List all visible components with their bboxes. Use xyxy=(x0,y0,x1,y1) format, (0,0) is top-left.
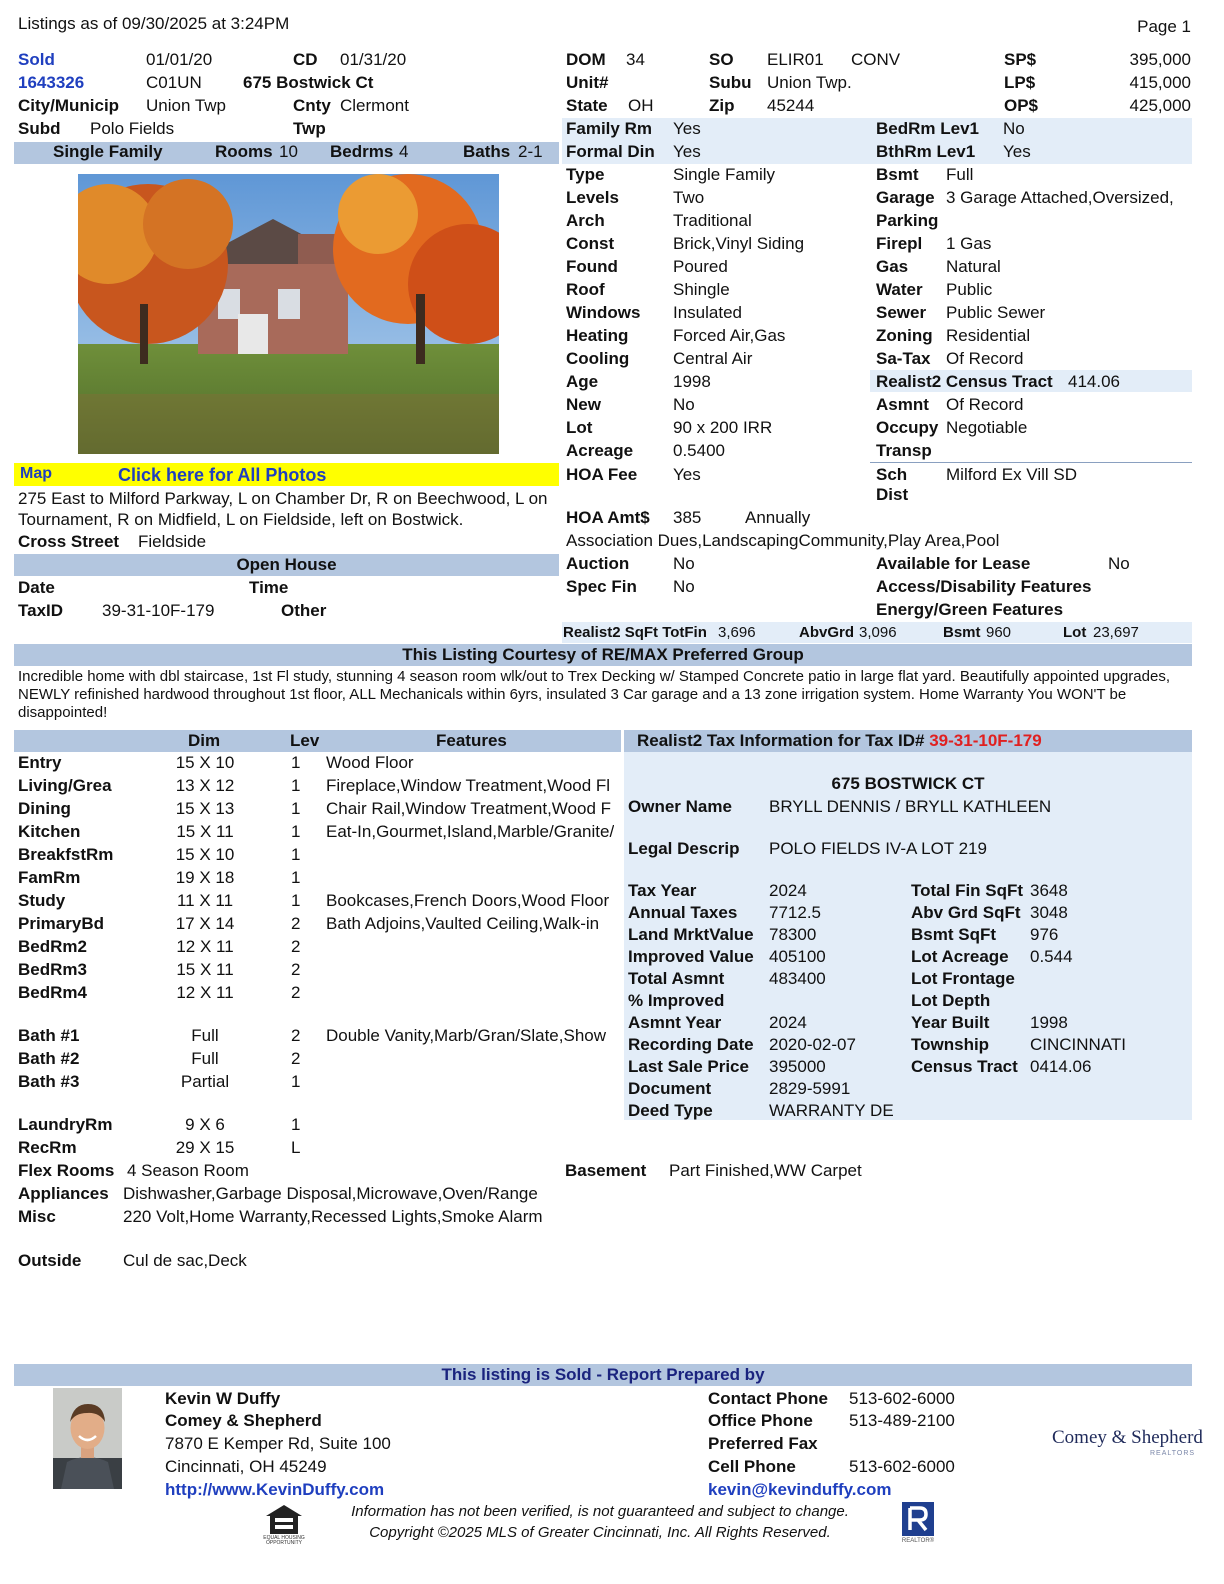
lp-label: LP$ xyxy=(1004,73,1036,92)
baths-value: 2-1 xyxy=(518,142,543,161)
room-name: Entry xyxy=(18,753,62,772)
specfin-label: Spec Fin xyxy=(566,577,637,596)
tax-field-label: Recording Date xyxy=(628,1035,754,1054)
census-tract-label: Realist2 Census Tract xyxy=(876,372,1053,391)
feature-value: Central Air xyxy=(673,349,753,368)
room-name: Study xyxy=(18,891,66,910)
so-label: SO xyxy=(709,50,734,69)
room-lev: 1 xyxy=(291,753,301,772)
bath-dim: Partial xyxy=(180,1072,230,1091)
sp-label: SP$ xyxy=(1004,50,1037,69)
tax-field-value: 2829-5991 xyxy=(769,1079,851,1098)
hoa-fee-label: HOA Fee xyxy=(566,465,638,484)
room-features: Chair Rail,Window Treatment,Wood F xyxy=(326,799,612,818)
feature-value: Forced Air,Gas xyxy=(673,326,786,345)
tax-field-value: 483400 xyxy=(769,969,826,988)
room-features: Eat-In,Gourmet,Island,Marble/Granite/ xyxy=(326,822,615,841)
tax-field-label: Annual Taxes xyxy=(628,903,738,922)
legal-label: Legal Descrip xyxy=(628,839,740,858)
feature-label: Firepl xyxy=(876,234,923,253)
tax-address: 675 BOSTWICK CT xyxy=(831,774,985,793)
feature-label: Found xyxy=(566,257,618,276)
listing-timestamp: Listings as of 09/30/2025 at 3:24PM xyxy=(18,14,290,33)
family-row-value-2: Yes xyxy=(1003,142,1031,161)
bedrms-label: Bedrms xyxy=(330,142,394,161)
tax-field-label: Lot Frontage xyxy=(911,969,1015,988)
company-logo: Comey & Shepherd xyxy=(1052,1427,1203,1448)
sqft-abv-value: 3,096 xyxy=(859,624,897,641)
tax-field-value: CINCINNATI xyxy=(1030,1035,1127,1054)
tax-field-value: 0.544 xyxy=(1030,947,1073,966)
contact-phone: 513-602-6000 xyxy=(849,1389,955,1408)
cd-date: 01/31/20 xyxy=(340,50,407,69)
state-label: State xyxy=(566,96,608,115)
so-type: CONV xyxy=(851,50,901,69)
zip-label: Zip xyxy=(709,96,735,115)
oh-date-label: Date xyxy=(18,578,55,597)
owner-label: Owner Name xyxy=(628,797,732,816)
hoa-frequency: Annually xyxy=(745,508,811,527)
room-features: Wood Floor xyxy=(326,753,414,772)
room-dim: 13 X 12 xyxy=(175,776,235,795)
family-row-label-2: BthRm Lev1 xyxy=(876,142,976,161)
tax-field-value: 1998 xyxy=(1030,1013,1068,1032)
bath-name: Bath #2 xyxy=(18,1049,80,1068)
feature-label: Garage xyxy=(876,188,935,207)
misc-value: 220 Volt,Home Warranty,Recessed Lights,Smoke Alarm xyxy=(123,1207,543,1226)
tax-field-label: Deed Type xyxy=(628,1101,713,1120)
cd-label: CD xyxy=(293,50,318,69)
bath-name: Bath #1 xyxy=(18,1026,80,1045)
subu-value: Union Twp. xyxy=(767,73,852,92)
equal-housing-text: EQUAL HOUSING OPPORTUNITY xyxy=(263,1535,305,1546)
room-lev: 1 xyxy=(291,891,301,910)
room-dim: 15 X 10 xyxy=(175,753,235,772)
room-dim: 17 X 14 xyxy=(175,914,235,933)
realtor-text: REALTOR® xyxy=(901,1538,935,1544)
feature-value: Poured xyxy=(673,257,728,276)
sch-label: Sch xyxy=(876,465,908,484)
so-value: ELIR01 xyxy=(767,50,824,69)
room-dim: 12 X 11 xyxy=(176,937,234,956)
family-row-value: Yes xyxy=(673,142,701,161)
contact-phone-label: Contact Phone xyxy=(708,1389,828,1408)
cell-phone: 513-602-6000 xyxy=(849,1457,955,1476)
tax-field-value: 405100 xyxy=(769,947,826,966)
sqft-lot-label: Lot xyxy=(1063,624,1087,641)
tax-field-value: 976 xyxy=(1030,925,1059,944)
family-row-value-2: No xyxy=(1003,119,1025,138)
cross-street-label: Cross Street xyxy=(18,532,120,551)
tax-field-label: Year Built xyxy=(911,1013,990,1032)
basement-value: Part Finished,WW Carpet xyxy=(669,1161,862,1180)
feature-value: Single Family xyxy=(673,165,776,184)
dom-value: 34 xyxy=(626,50,645,69)
bath-name: Bath #3 xyxy=(18,1072,80,1091)
rooms-label: Rooms xyxy=(215,142,273,161)
courtesy-text: This Listing Courtesy of RE/MAX Preferred Group xyxy=(402,645,804,664)
mls-number-link[interactable]: 1643326 xyxy=(18,73,85,92)
school-district: Milford Ex Vill SD xyxy=(946,465,1077,484)
tax-field-label: Lot Acreage xyxy=(911,947,1009,966)
tax-field-label: Land MrktValue xyxy=(628,925,754,944)
room-features: Bath Adjoins,Vaulted Ceiling,Walk-in xyxy=(326,914,600,933)
hoa-fee-value: Yes xyxy=(673,465,701,484)
sqft-bsmt-label: Bsmt xyxy=(943,624,981,641)
feature-label: Windows xyxy=(566,303,641,322)
feature-label: Zoning xyxy=(876,326,933,345)
dist-label: Dist xyxy=(876,485,909,504)
hoa-association: Association Dues,LandscapingCommunity,Play Area,Pool xyxy=(566,531,1000,550)
agent-company: Comey & Shepherd xyxy=(165,1411,322,1430)
auction-value: No xyxy=(673,554,695,573)
family-row-label-2: BedRm Lev1 xyxy=(876,119,979,138)
agent-band-text: This listing is Sold - Report Prepared by xyxy=(441,1365,765,1384)
room-features: Fireplace,Window Treatment,Wood Fl xyxy=(326,776,611,795)
tax-field-value: 3048 xyxy=(1030,903,1068,922)
feature-value: Natural xyxy=(946,257,1001,276)
room-name: Living/Grea xyxy=(18,776,112,795)
energy-label: Energy/Green Features xyxy=(876,600,1064,619)
dom-label: DOM xyxy=(566,50,606,69)
feature-value: Traditional xyxy=(673,211,752,230)
feature-label: Arch xyxy=(566,211,605,230)
room-name: Kitchen xyxy=(18,822,81,841)
baths-label: Baths xyxy=(463,142,511,161)
agent-city: Cincinnati, OH 45249 xyxy=(165,1457,327,1476)
room-dim: 11 X 11 xyxy=(176,891,234,910)
appliances-label: Appliances xyxy=(18,1184,109,1203)
feature-label: Parking xyxy=(876,211,939,230)
outside-label: Outside xyxy=(18,1251,82,1270)
bath-lev: 2 xyxy=(291,1026,301,1045)
feature-value: 1998 xyxy=(673,372,711,391)
legal-value: POLO FIELDS IV-A LOT 219 xyxy=(769,839,987,858)
access-label: Access/Disability Features xyxy=(876,577,1092,596)
tax-id-red: 39-31-10F-179 xyxy=(929,731,1042,750)
tax-field-label: Document xyxy=(628,1079,712,1098)
feature-label: Occupy xyxy=(876,418,939,437)
room-name: FamRm xyxy=(18,868,81,887)
fax-label: Preferred Fax xyxy=(708,1434,818,1453)
other-room-name: LaundryRm xyxy=(18,1115,113,1134)
owner-value: BRYLL DENNIS / BRYLL KATHLEEN xyxy=(769,797,1052,816)
feature-value: Brick,Vinyl Siding xyxy=(673,234,805,253)
subd-label: Subd xyxy=(18,119,61,138)
tax-field-label: Last Sale Price xyxy=(628,1057,749,1076)
bedrms-value: 4 xyxy=(399,142,409,161)
taxid-value: 39-31-10F-179 xyxy=(102,601,215,620)
room-lev: 1 xyxy=(291,868,301,887)
listing-photo[interactable] xyxy=(78,174,499,454)
feature-label: Sa-Tax xyxy=(876,349,931,368)
room-dim: 15 X 11 xyxy=(176,822,234,841)
room-name: BreakfstRm xyxy=(18,845,114,864)
sqft-totfin-value: 3,696 xyxy=(718,624,756,641)
room-lev: 1 xyxy=(291,799,301,818)
zip-value: 45244 xyxy=(767,96,815,115)
rooms-features-header: Features xyxy=(436,731,507,750)
status-date: 01/01/20 xyxy=(146,50,213,69)
room-name: BedRm3 xyxy=(18,960,87,979)
feature-label: Age xyxy=(566,372,599,391)
office-phone-label: Office Phone xyxy=(708,1411,813,1430)
other-room-name: RecRm xyxy=(18,1138,77,1157)
feature-value: 1 Gas xyxy=(946,234,992,253)
feature-label: Roof xyxy=(566,280,605,299)
county-label: Cnty xyxy=(293,96,331,115)
agent-website-link[interactable]: http://www.KevinDuffy.com xyxy=(165,1480,385,1499)
feature-label: Heating xyxy=(566,326,629,345)
feature-label: Gas xyxy=(876,257,909,276)
room-name: BedRm4 xyxy=(18,983,87,1002)
sqft-bsmt-value: 960 xyxy=(986,624,1012,641)
open-house-title: Open House xyxy=(236,555,337,574)
feature-label: Acreage xyxy=(566,441,634,460)
tax-field-label: Lot Depth xyxy=(911,991,991,1010)
hoa-divider xyxy=(870,462,1192,463)
basement-label: Basement xyxy=(565,1161,647,1180)
feature-value: Negotiable xyxy=(946,418,1028,437)
office-phone: 513-489-2100 xyxy=(849,1411,955,1430)
feature-label: Type xyxy=(566,165,605,184)
specfin-value: No xyxy=(673,577,695,596)
feature-value: Residential xyxy=(946,326,1031,345)
feature-label: Cooling xyxy=(566,349,630,368)
bath-dim: Full xyxy=(191,1049,219,1068)
tax-field-value: 395000 xyxy=(769,1057,826,1076)
other-room-dim: 29 X 15 xyxy=(175,1138,235,1157)
room-lev: 1 xyxy=(291,822,301,841)
op-value: 425,000 xyxy=(1129,96,1191,115)
tax-field-label: Total Fin SqFt xyxy=(911,881,1024,900)
city-value: Union Twp xyxy=(146,96,227,115)
room-dim: 15 X 13 xyxy=(175,799,235,818)
subu-label: Subu xyxy=(709,73,752,92)
room-lev: 1 xyxy=(291,776,301,795)
bath-features: Double Vanity,Marb/Gran/Slate,Show xyxy=(326,1026,607,1045)
feature-label: Const xyxy=(566,234,615,253)
census-tract-value: 414.06 xyxy=(1068,372,1120,391)
other-room-dim: 9 X 6 xyxy=(185,1115,225,1134)
page-number: Page 1 xyxy=(1137,17,1191,36)
tax-field-label: % Improved xyxy=(628,991,725,1010)
tax-field-value: 2020-02-07 xyxy=(769,1035,856,1054)
other-label: Other xyxy=(281,601,327,620)
directions: 275 East to Milford Parkway, L on Chamber Dr, R on Beechwood, L on Tournament, R on Midfield, L on Fieldside, left on Bostwick. xyxy=(18,489,548,529)
cross-street-value: Fieldside xyxy=(138,532,207,551)
tax-field-value: 7712.5 xyxy=(769,903,821,922)
oh-time-label: Time xyxy=(249,578,289,597)
subd-value: Polo Fields xyxy=(90,119,175,138)
family-row-label: Family Rm xyxy=(566,119,652,138)
company-logo-sub: REALTORS xyxy=(1150,1450,1196,1457)
tax-field-value: 2024 xyxy=(769,1013,807,1032)
agent-street: 7870 E Kemper Rd, Suite 100 xyxy=(165,1434,391,1453)
unit-label: Unit# xyxy=(566,73,609,92)
agent-avatar xyxy=(53,1388,122,1489)
county-value: Clermont xyxy=(340,96,409,115)
family-row-value: Yes xyxy=(673,119,701,138)
feature-value: Public Sewer xyxy=(946,303,1046,322)
misc-label: Misc xyxy=(18,1207,56,1226)
tax-title: Realist2 Tax Information for Tax ID# 39-31-10F-179 xyxy=(637,731,1042,750)
feature-value: 3 Garage Attached,Oversized, xyxy=(946,188,1174,207)
footer-copyright: Copyright ©2025 MLS of Greater Cincinnati, Inc. All Rights Reserved. xyxy=(369,1524,831,1541)
room-lev: 1 xyxy=(291,845,301,864)
room-lev: 2 xyxy=(291,960,301,979)
room-dim: 19 X 18 xyxy=(175,868,235,887)
cell-phone-label: Cell Phone xyxy=(708,1457,796,1476)
feature-label: Transp xyxy=(876,441,932,460)
property-type: Single Family xyxy=(53,142,163,161)
lease-label: Available for Lease xyxy=(876,554,1031,573)
feature-value: Of Record xyxy=(946,349,1024,368)
feature-value: Two xyxy=(673,188,705,207)
tax-field-label: Improved Value xyxy=(628,947,754,966)
feature-value: Shingle xyxy=(673,280,730,299)
tax-field-label: Township xyxy=(911,1035,990,1054)
twp-label: Twp xyxy=(293,119,326,138)
sqft-lot-value: 23,697 xyxy=(1093,624,1139,641)
feature-value: No xyxy=(673,395,695,414)
lp-value: 415,000 xyxy=(1129,73,1191,92)
feature-value: Full xyxy=(946,165,974,184)
feature-value: Public xyxy=(946,280,993,299)
realtor-icon xyxy=(900,1502,936,1546)
room-name: Dining xyxy=(18,799,71,818)
appliances-value: Dishwasher,Garbage Disposal,Microwave,Oven/Range xyxy=(123,1184,538,1203)
room-dim: 12 X 11 xyxy=(176,983,234,1002)
city-label: City/Municip xyxy=(18,96,120,115)
room-features: Bookcases,French Doors,Wood Floor xyxy=(326,891,610,910)
feature-value: Of Record xyxy=(946,395,1024,414)
sqft-abv-label: AbvGrd xyxy=(799,624,855,641)
tax-field-value: 3648 xyxy=(1030,881,1068,900)
auction-label: Auction xyxy=(566,554,630,573)
tax-field-label: Asmnt Year xyxy=(628,1013,722,1032)
taxid-label: TaxID xyxy=(18,601,64,620)
hoa-amt-value: 385 xyxy=(673,508,702,527)
tax-field-value: WARRANTY DE xyxy=(769,1101,894,1120)
all-photos-link[interactable]: Click here for All Photos xyxy=(118,465,327,485)
tax-field-label: Census Tract xyxy=(911,1057,1018,1076)
tax-field-label: Bsmt SqFt xyxy=(911,925,996,944)
remarks: Incredible home with dbl staircase, 1st Fl study, stunning 4 season room wlk/out to Trex Decking w/ Stamped Concrete patio in large flat yard. Beautifully appointed upgrades, NEWLY refinished hardwood throughout 1st floor, ALL Mechanicals within 6yrs, insulated 3 Car garage and a 13 zone irrigation system. Home Warranty You WON'T be disappointed! xyxy=(18,668,1170,721)
feature-label: New xyxy=(566,395,601,414)
other-room-lev: 1 xyxy=(291,1115,301,1134)
area-code: C01UN xyxy=(146,73,202,92)
feature-value: 0.5400 xyxy=(673,441,725,460)
room-name: PrimaryBd xyxy=(18,914,104,933)
room-dim: 15 X 10 xyxy=(175,845,235,864)
room-name: BedRm2 xyxy=(18,937,87,956)
tax-field-value: 0414.06 xyxy=(1030,1057,1092,1076)
bath-lev: 1 xyxy=(291,1072,301,1091)
rooms-value: 10 xyxy=(279,142,298,161)
op-label: OP$ xyxy=(1004,96,1039,115)
feature-label: Asmnt xyxy=(876,395,929,414)
room-lev: 2 xyxy=(291,937,301,956)
agent-name: Kevin W Duffy xyxy=(165,1389,281,1408)
flex-value: 4 Season Room xyxy=(127,1161,249,1180)
tax-field-label: Tax Year xyxy=(628,881,697,900)
feature-label: Sewer xyxy=(876,303,927,322)
state-value: OH xyxy=(628,96,654,115)
flex-label: Flex Rooms xyxy=(18,1161,115,1180)
sp-value: 395,000 xyxy=(1129,50,1191,69)
map-link[interactable]: Map xyxy=(20,465,52,482)
room-lev: 2 xyxy=(291,914,301,933)
bath-lev: 2 xyxy=(291,1049,301,1068)
feature-label: Lot xyxy=(566,418,593,437)
bath-dim: Full xyxy=(191,1026,219,1045)
tax-field-value: 78300 xyxy=(769,925,817,944)
footer-disclaimer: Information has not been verified, is not guaranteed and subject to change. xyxy=(351,1503,849,1520)
lease-value: No xyxy=(1108,554,1130,573)
tax-field-value: 2024 xyxy=(769,881,807,900)
agent-email-link[interactable]: kevin@kevinduffy.com xyxy=(708,1480,892,1499)
rooms-lev-header: Lev xyxy=(290,731,320,750)
feature-label: Water xyxy=(876,280,923,299)
outside-value: Cul de sac,Deck xyxy=(123,1251,247,1270)
status-label: Sold xyxy=(18,50,55,69)
feature-value: Insulated xyxy=(673,303,742,322)
other-room-lev: L xyxy=(291,1138,301,1157)
feature-label: Levels xyxy=(566,188,619,207)
feature-label: Bsmt xyxy=(876,165,919,184)
room-lev: 2 xyxy=(291,983,301,1002)
family-row-label: Formal Din xyxy=(566,142,655,161)
rooms-dim-header: Dim xyxy=(188,731,221,750)
room-dim: 15 X 11 xyxy=(176,960,234,979)
tax-field-label: Total Asmnt xyxy=(628,969,725,988)
sqft-totfin-label: Realist2 SqFt TotFin xyxy=(563,624,707,641)
tax-field-label: Abv Grd SqFt xyxy=(911,903,1021,922)
feature-value: 90 x 200 IRR xyxy=(673,418,773,437)
hoa-amt-label: HOA Amt$ xyxy=(566,508,650,527)
listing-address: 675 Bostwick Ct xyxy=(243,73,374,92)
